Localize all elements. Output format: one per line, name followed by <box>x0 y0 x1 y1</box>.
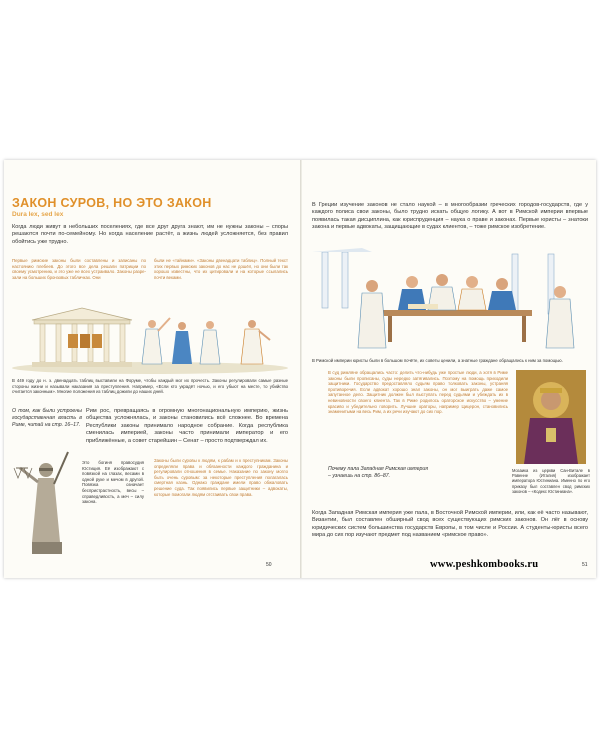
right-main-text: Когда Западная Римская империя уже пала, в Восточной Римской империи, или, как её часто называют, Византии, был составлен обширный свод всех существующих римских законов. Он лёг в основу юридических систем большинства государств Европы, в том числе и России. А студенты-юристы всего мира до сих пор изучают предмет под названием «римское право». <box>312 510 588 539</box>
book-gutter <box>300 160 302 578</box>
book-spread <box>4 160 596 578</box>
justitia-statue-illustration <box>12 438 78 556</box>
left-illustration-caption: В 449 году до н. э. двенадцать таблиц выставили на Форуме, чтобы каждый мог их прочесть. Законы регулировали самые разные стороны жизни и называли наказания за преступления. Например, «Если кто украдёт ночью, и его убьют на месте, то убийство считается законным». Многие положения из таблиц дожили до наших дней. <box>12 378 288 395</box>
mosaic-caption: Мозаика из церкви Сан-Витале в Равенне (Италия) изображает императора Юстиниана. Именно по его приказу был составлен свод римских законов – «Кодекс Юстиниана». <box>512 468 590 494</box>
right-illustration-caption: В Римской империи юристы были в большом почёте, их советы ценили, а знатные граждане обращались к ним за помощью. <box>312 358 563 363</box>
left-intro-text: Когда люди живут в небольших поселениях, где все друг друга знают, им не нужны законы – споры решаются почти по-семейному. Но когда население растёт, а жизнь людей усложняется, без правил обойтись уже трудно. <box>12 224 288 245</box>
right-intro-text: В Греции изучение законов не стало наукой – в многообразии греческих городов-государств, где у каждого полиса свои законы, было трудно искать общую логику. А вот в Римской империи впервые появилась такая дисциплина, как юриспруденция – наука о праве и законах. Первые юристы – знатоки закона и первые адвокаты, защищающие в судах клиентов, – тоже римское изобретение. <box>312 202 588 231</box>
left-side-note: О том, как были устроены государственная власть в Риме, читай на стр. 16–17. <box>12 408 82 428</box>
page-number-left: 50 <box>266 562 272 568</box>
chapter-title: ЗАКОН СУРОВ, НО ЭТО ЗАКОН <box>12 196 212 210</box>
forum-illustration <box>12 298 288 374</box>
left-main-text: Рим рос, превращаясь в огромную многонациональную империю, жизнь общества усложнялась, и законы становились всё сложнее. Во времена Республики законы принимало народное собрание. Когда республика сменилась империей, законы часто принимали император и его приближённые, а совет старейшин – Сенат – просто подтверждал их. <box>86 408 288 444</box>
left-orange-col2: были не «тайнами». «Законы двенадцати таблиц». Полный текст этих первых римских законов до нас не дошёл, но они были так хорошо известны, что их цитировали и на которые ссылались почти веками. <box>154 258 288 280</box>
left-orange-col1: Первые римские законы были составлены и записаны по настоянию плебеев. До этого все дела решали патриции по своему усмотрению, и это уже не всех устраивало. Законы разрезали на больших бронзовых табличках. Они <box>12 258 146 280</box>
jurists-illustration <box>312 248 588 354</box>
right-orange-text: В суд римляне обращались часто: делить что-нибудь уже простые люди, а хотя в Риме законы были прописаны, суды нередко затягивались. Поэтому на помощь приходили защитники. Государство предоставляло судьям право толковать законы, устраняя противоречия. Если адвокат хорошо знал законы, он мог выиграть даже самое запутанное дело. Защитник должен был выступать перед судьями и убеждать их в невиновности своего клиента. Так в Риме родилось ораторское искусство – умение красиво и убедительно говорить. Лучшие ораторы, например Цицерон, становились знаменитыми на весь Рим, а их речи изучают до сих пор. <box>328 370 508 415</box>
watermark-url: www.peshkombooks.ru <box>430 559 539 570</box>
left-orange-col3: Законы были суровы к людям, к рабам и к преступникам. Законы определяли права и обязанности каждого гражданина и регулировали отношения в семье. Наказание по закону могло быть очень суровым: за некоторые преступления полагалась смертная казнь. Однако граждане имели право обжаловать решение суда. Так появились первые защитники – адвокаты, которые помогали людям отстаивать свои права. <box>154 458 288 497</box>
page-number-right: 51 <box>582 562 588 568</box>
justinian-mosaic-illustration <box>516 370 586 464</box>
right-side-note: Почему пала Западная Римская империя – узнаешь на стр. 86–87. <box>328 466 428 479</box>
statue-caption: Это богиня правосудия Юстиция. Её изображают с повязкой на глазах, весами в одной руке и мечом в другой. Повязка означает беспристрастность, весы – справедливость, а меч – силу закона. <box>82 460 144 505</box>
chapter-subtitle: Dura lex, sed lex <box>12 211 64 218</box>
